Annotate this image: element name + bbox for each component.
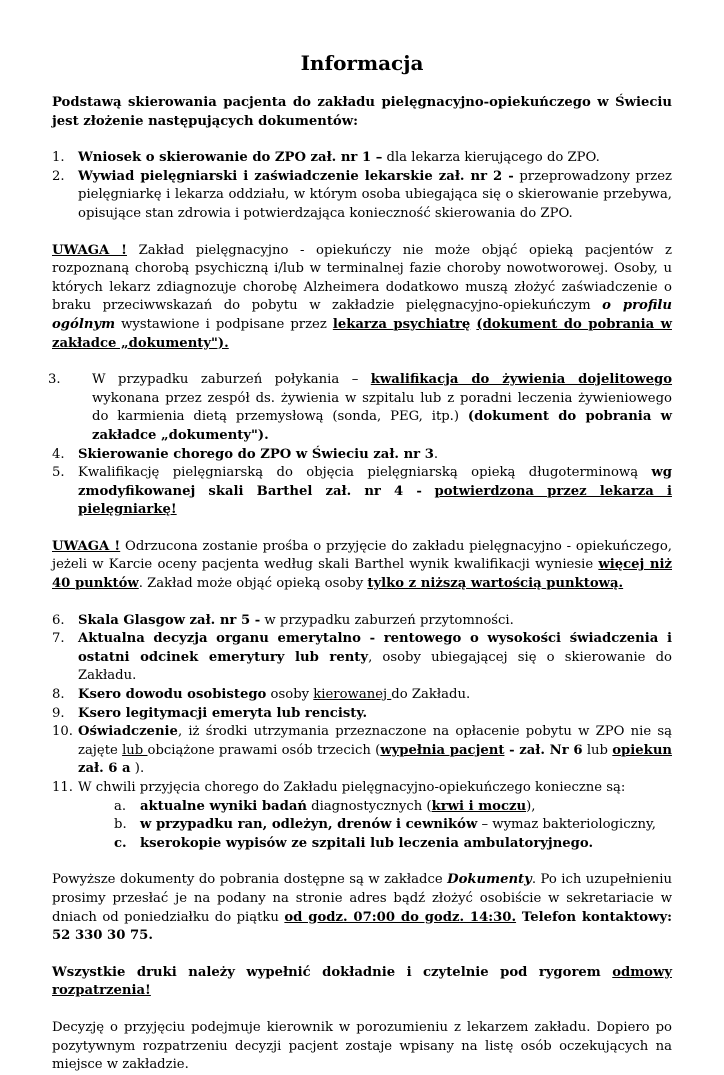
item-text: wykonana przez zespół ds. żywienia w szpitalu lub z poradni leczenia żywieniowego do karmienia dietą przemysłową (sonda, PEG, itp.) (92, 390, 672, 425)
warning-paragraph-1 (52, 242, 672, 354)
documents-list-3 (52, 612, 672, 798)
item-title: wg zmodyfikowanej skali Barthel zał. nr 4 - (78, 465, 672, 499)
page-title: Informacja (300, 51, 424, 75)
list-number: 6. (52, 612, 65, 628)
list-item-10 (52, 723, 672, 779)
qualification-emphasis: kwalifikacja do żywienia dojelitowego (370, 372, 673, 388)
warning-text: Odrzucona zostanie prośba o przyjęcie do zakładu pielęgnacyjno - opiekuńczego, jeżeli w Karcie oceny pacjenta według skali Barthel wynik kwalifikacji wyniesie (52, 538, 672, 573)
sublist-item-a (114, 798, 672, 817)
list-number: 11. (52, 780, 73, 795)
list-item-8 (52, 686, 672, 705)
item-text: ). (130, 761, 145, 777)
sublist-letter: a. (114, 798, 127, 814)
outro-paragraph (52, 871, 672, 945)
warning-label: UWAGA ! (52, 538, 121, 554)
list-number: 10. (52, 724, 73, 740)
intro-paragraph: Podstawą skierowania pacjenta do zakładu pielęgnacyjno-opiekuńczego w Świeciu jest złożenie następujących dokumentów: (52, 95, 672, 129)
item-title: Ksero dowodu osobistego (78, 687, 267, 703)
list-number: 2. (52, 168, 65, 184)
attachment-number: zał. 6 a (78, 761, 131, 777)
list-number: 5. (52, 465, 65, 481)
item-underline: lub (122, 742, 148, 758)
list-item-7 (52, 630, 672, 686)
list-item-1 (52, 149, 672, 168)
sublist-item-b (114, 816, 672, 835)
warning-text: . Zakład może objąć opieką osoby (138, 576, 368, 592)
list-item-4 (52, 446, 672, 465)
list-number: 8. (52, 687, 65, 703)
list-number: 3. (48, 372, 61, 388)
item-title: Oświadczenie (78, 724, 178, 740)
item-title: aktualne wyniki badań (140, 798, 307, 814)
admission-sublist (52, 798, 672, 854)
item-title: Skala Glasgow zał. nr 5 - (78, 612, 261, 628)
item-text: W chwili przyjęcia chorego do Zakładu pielęgnacyjno-opiekuńczego konieczne są: (78, 780, 626, 795)
item-text: Kwalifikację pielęgniarską do objęcia pielęgniarską opieką długoterminową (78, 465, 652, 481)
warning-paragraph-2 (52, 538, 672, 594)
item-title: Wywiad pielęgniarski i zaświadczenie lekarskie zał. nr 2 - (78, 168, 514, 184)
document-note: (dokument do pobrania w zakładce „dokumenty"). (52, 316, 672, 351)
lower-points-emphasis: tylko z niższą wartością punktową. (367, 576, 624, 592)
item-underline: krwi i moczu (431, 798, 527, 814)
list-item-2 (52, 168, 672, 224)
points-emphasis: więcej niż 40 punktów (52, 557, 673, 592)
item-text: osoby (266, 687, 314, 703)
item-text: dla lekarza kierującego do ZPO. (382, 150, 600, 166)
item-text: - zał. (504, 742, 550, 758)
warning-label: UWAGA ! (52, 242, 127, 258)
list-item-6 (52, 612, 672, 631)
forms-notice (52, 964, 672, 1001)
forms-text: Wszystkie druki należy wypełnić dokładnie i czytelnie pod rygorem (52, 964, 613, 980)
list-item-5 (52, 464, 672, 520)
item-text: , iż środki utrzymania przeznaczone na opłacenie pobytu w ZPO nie są zajęte (78, 724, 672, 758)
item-text: ), (526, 798, 536, 814)
guardian-emphasis: opiekun (612, 742, 672, 758)
item-text: . (433, 446, 439, 462)
sublist-letter: c. (114, 835, 127, 851)
outro-text: . Po ich uzupełnieniu prosimy przesłać je na podany na stronie adres bądź złożyć osobiście w sekretariacie w dniach od poniedziałku do piątku (52, 872, 672, 925)
list-number: 4. (52, 446, 65, 462)
sublist-item-c (114, 835, 672, 854)
warning-text: Zakład pielęgnacyjno - opiekuńczy nie może objąć opieką pacjentów z rozpoznaną chorobą psychiczną i/lub w terminalnej fazie choroby nowotworowej. Osoby, u których lekarz zdiagnozuje chorobę Alzheimera dodatkowo muszą złożyć zaświadczenie o braku przeciwwskazań do pobytu w zakładzie pielęgnacyjno-opiekuńczym (52, 242, 673, 314)
sublist-letter: b. (114, 817, 127, 833)
list-item-3 (48, 371, 673, 445)
item-text: , osoby ubiegającej się o skierowanie do Zakładu. (78, 649, 672, 684)
list-number: 1. (52, 150, 65, 166)
item-title: kserokopie wypisów ze szpitali lub leczenia ambulatoryjnego. (140, 835, 594, 851)
item-title: Ksero legitymacji emeryta lub rencisty. (78, 705, 368, 721)
item-title: w przypadku ran, odleżyn, drenów i cewników (140, 817, 478, 833)
documents-list-1 (52, 149, 672, 223)
list-number: 9. (52, 705, 65, 721)
item-title: Skierowanie chorego do ZPO w Świeciu zał. nr 3 (78, 446, 434, 462)
documents-tab-name: Dokumenty (447, 872, 532, 888)
item-text: W przypadku zaburzeń połykania – (92, 372, 371, 388)
documents-list-2 (48, 371, 673, 520)
attachment-number: Nr 6 (549, 742, 583, 758)
contact-phone: Telefon kontaktowy: 52 330 30 75. (52, 909, 672, 944)
item-text: obciążone prawami osób trzecich ( (147, 742, 381, 758)
psychiatrist-emphasis: lekarza psychiatrę (332, 316, 471, 332)
list-number: 7. (52, 631, 65, 647)
list-item-9 (52, 705, 672, 724)
item-text: do Zakładu. (391, 687, 471, 703)
item-title: Aktualna decyzja organu emerytalno - rentowego o wysokości świadczenia i ostatni odcinek emerytury lub renty (78, 631, 672, 665)
office-hours: od godz. 07:00 do godz. 14:30. (284, 909, 517, 925)
item-text: – wymaz bakteriologiczny, (477, 817, 656, 833)
item-underline: kierowanej (313, 687, 392, 703)
item-text: lub (582, 742, 613, 758)
confirmation-emphasis: potwierdzona przez lekarza i pielęgniarkę! (78, 483, 672, 518)
decision-paragraph: Decyzję o przyjęciu podejmuje kierownik w porozumieniu z lekarzem zakładu. Dopiero po pozytywnym rozpatrzeniu decyzji pacjent zostaje wpisany na listę osób oczekujących na miejsce w zakładzie. (52, 1019, 672, 1073)
list-item-11 (52, 779, 672, 798)
outro-text: Powyższe dokumenty do pobrania dostępne są w zakładce (52, 872, 448, 888)
item-text: diagnostycznych ( (306, 798, 432, 814)
warning-text: wystawione i podpisane przez (115, 316, 333, 332)
profile-emphasis: o profilu ogólnym (52, 298, 672, 332)
document-note: (dokument do pobrania w zakładce „dokumenty"). (92, 409, 672, 443)
item-text: w przypadku zaburzeń przytomności. (260, 612, 514, 628)
refusal-emphasis: odmowy rozpatrzenia! (52, 964, 672, 999)
patient-fills-emphasis: wypełnia pacjent (380, 742, 505, 758)
item-title: Wniosek o skierowanie do ZPO zał. nr 1 – (78, 150, 383, 166)
item-text: przeprowadzony przez pielęgniarkę i lekarza oddziału, w którym osoba ubiegająca się o skierowanie przebywa, opisujące stan zdrowia i potwierdzająca konieczność skierowania do ZPO. (78, 168, 673, 221)
